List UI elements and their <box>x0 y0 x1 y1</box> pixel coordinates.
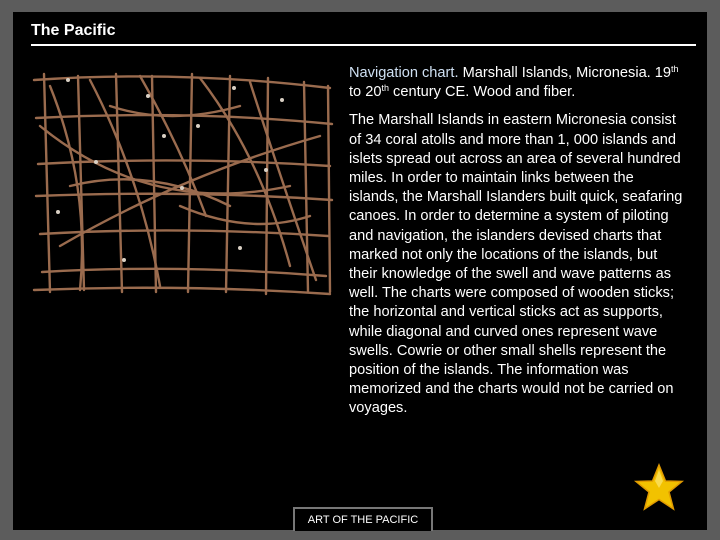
caption-text-3: century CE. Wood and fiber. <box>388 84 576 101</box>
navigation-chart-image <box>30 66 336 298</box>
description-paragraph: The Marshall Islands in eastern Micronesia consist of 34 coral atolls and more than 1, 000 islands and islets spread out across an area of several hundred miles. In order to maintain links between the islands, the Marshall Islanders built quick, seafaring canoes. In order to determine a system of piloting and navigation, the islanders devised charts that marked not only the locations of the islands, but their knowledge of the swell and wave patterns as well. The charts were composed of wooden sticks; the horizontal and vertical sticks act as supports, while diagonal and curved ones represent wave swells. Cowrie or other small shells represent the position of the islands. The information was memorized and the charts would not be carried on voyages. <box>349 112 683 417</box>
caption-text-2: to 20 <box>349 84 382 101</box>
star-icon <box>633 462 685 514</box>
artwork-caption <box>349 64 687 102</box>
caption-sup-1: th <box>671 64 679 74</box>
caption-text-1: Marshall Islands, Micronesia. 19 <box>458 65 672 81</box>
caption-title: Navigation chart. <box>349 65 459 81</box>
footer-label: ART OF THE PACIFIC <box>293 507 433 531</box>
slide <box>13 12 707 530</box>
caption-sup-2: th <box>381 83 389 94</box>
text-block <box>349 64 687 419</box>
section-title: The Pacific <box>31 22 116 39</box>
title-divider <box>31 44 696 46</box>
